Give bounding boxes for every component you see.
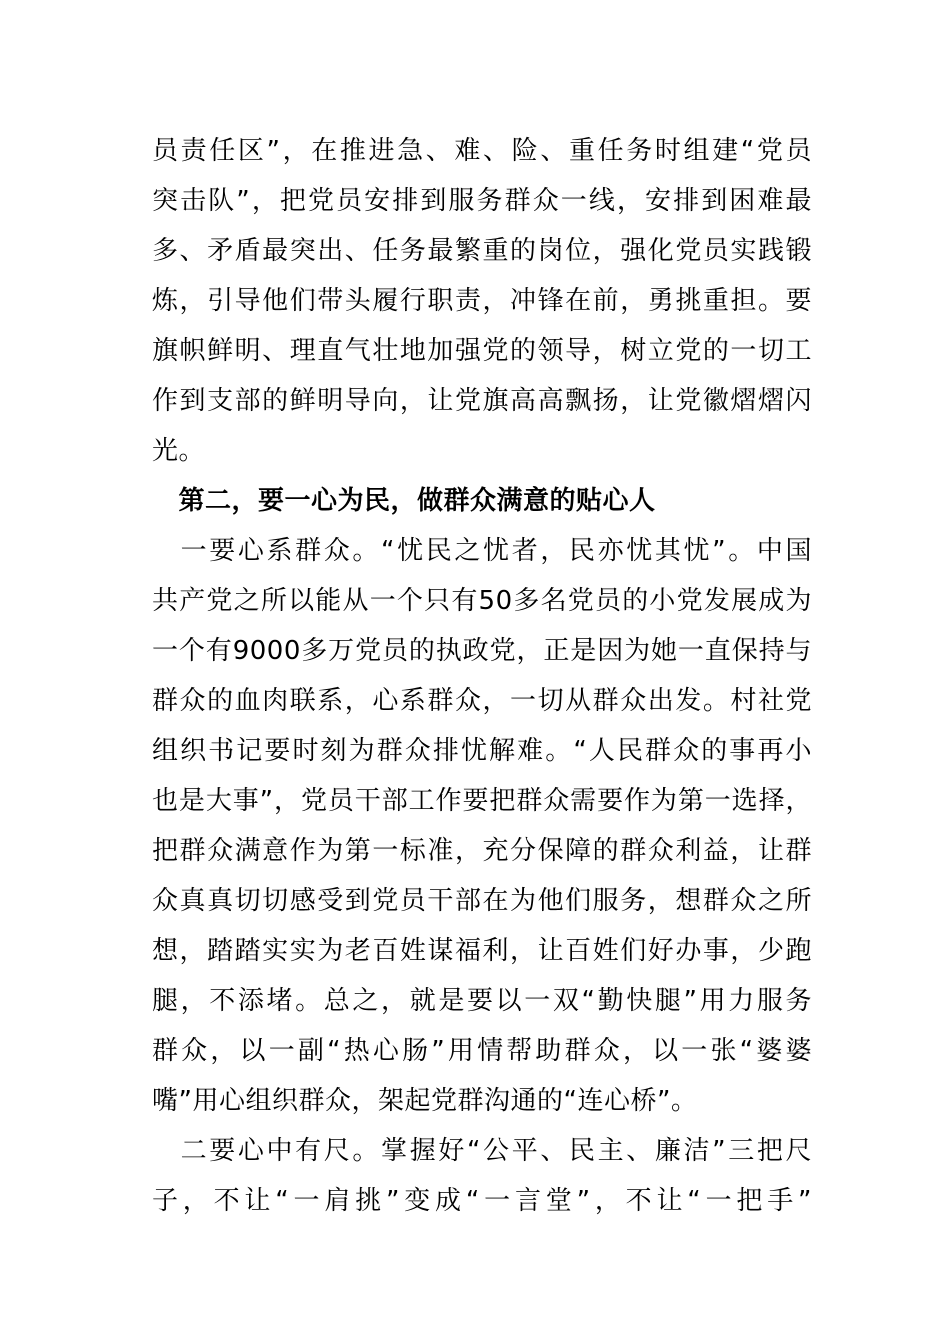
text-line: 光。	[152, 436, 206, 466]
text-line: 二要心中有尺。掌握好“公平、民主、廉洁”三把尺	[152, 1136, 812, 1166]
section-heading: 第二，要一心为民，做群众满意的贴心人	[152, 486, 656, 516]
paragraph	[152, 1126, 812, 1226]
text-line: 嘴”用心组织群众，架起党群沟通的“连心桥”。	[152, 1086, 698, 1116]
text-line: 炼，引导他们带头履行职责，冲锋在前，勇挑重担。要	[152, 286, 812, 316]
text-line: 作到支部的鲜明导向，让党旗高高飘扬，让党徽熠熠闪	[152, 386, 812, 416]
text-line: 腿，不添堵。总之，就是要以一双“勤快腿”用力服务	[152, 986, 812, 1016]
text-line: 组织书记要时刻为群众排忧解难。“人民群众的事再小	[152, 736, 812, 766]
text-line: 员责任区”，在推进急、难、险、重任务时组建“党员	[152, 136, 812, 166]
text-line: 群众的血肉联系，心系群众，一切从群众出发。村社党	[152, 686, 812, 716]
text-line: 一个有9000多万党员的执政党，正是因为她一直保持与	[152, 636, 812, 666]
text-line: 共产党之所以能从一个只有50多名党员的小党发展成为	[152, 586, 812, 616]
text-line: 也是大事”，党员干部工作要把群众需要作为第一选择，	[152, 786, 812, 816]
text-line: 群众，以一副“热心肠”用情帮助群众，以一张“婆婆	[152, 1036, 812, 1066]
text-line: 旗帜鲜明、理直气壮地加强党的领导，树立党的一切工	[152, 336, 812, 366]
document-body	[152, 126, 812, 1226]
text-line: 多、矛盾最突出、任务最繁重的岗位，强化党员实践锻	[152, 236, 812, 266]
text-line: 一要心系群众。“忧民之忧者，民亦忧其忧”。中国	[152, 536, 812, 566]
text-line: 想，踏踏实实为老百姓谋福利，让百姓们好办事，少跑	[152, 936, 812, 966]
paragraph	[152, 126, 812, 476]
text-line: 把群众满意作为第一标准，充分保障的群众利益，让群	[152, 836, 812, 866]
text-line: 子，不让“一肩挑”变成“一言堂”，不让“一把手”	[152, 1186, 812, 1216]
text-line: 众真真切切感受到党员干部在为他们服务，想群众之所	[152, 886, 812, 916]
text-line: 突击队”，把党员安排到服务群众一线，安排到困难最	[152, 186, 812, 216]
paragraph	[152, 526, 812, 1126]
